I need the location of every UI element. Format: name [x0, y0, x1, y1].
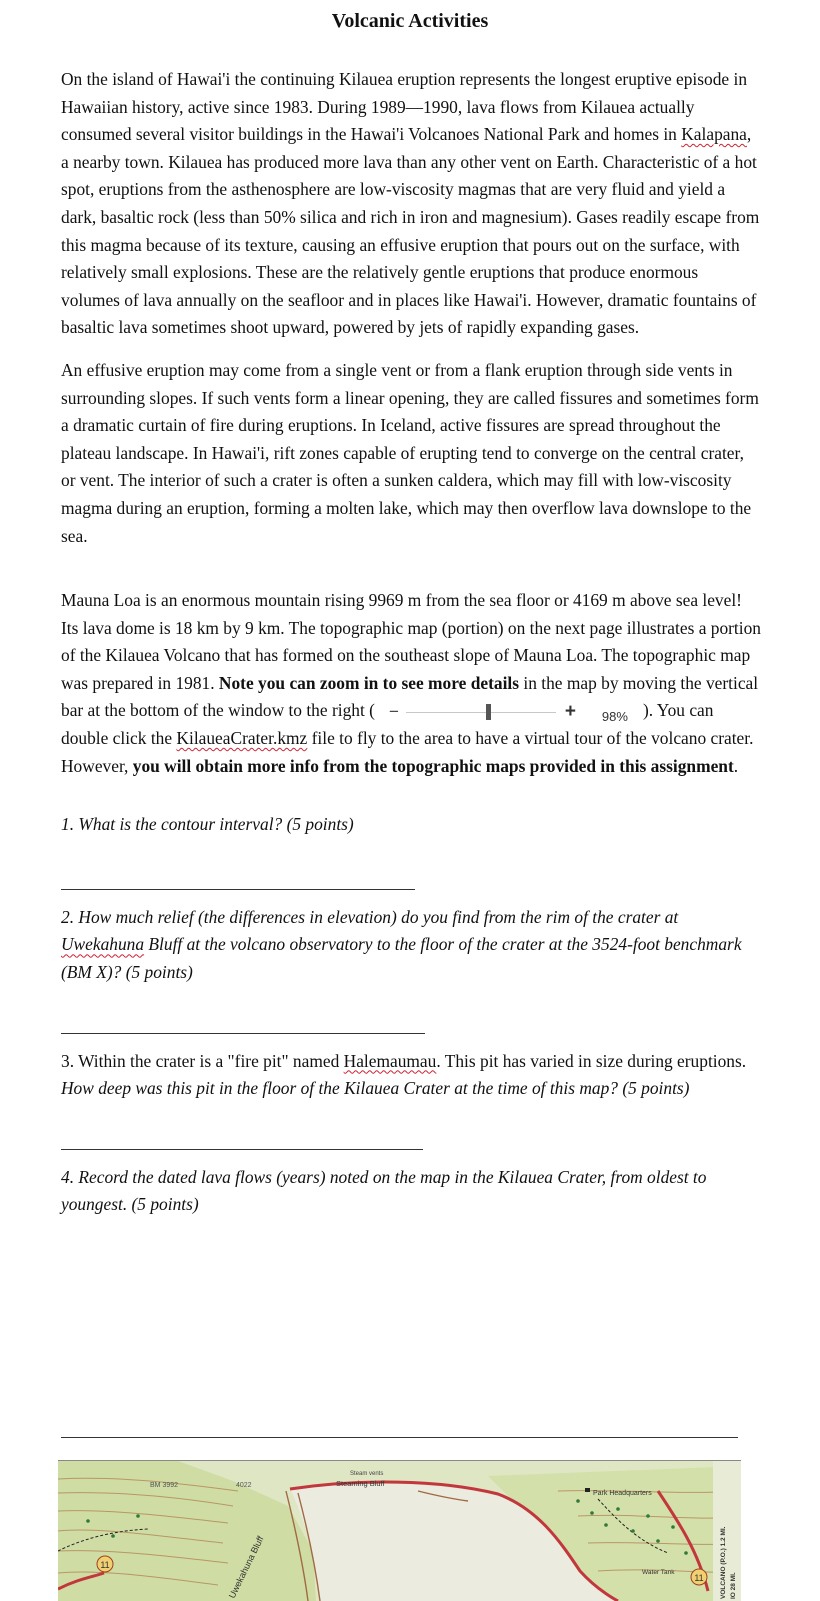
place-name: Uwekahuna — [61, 934, 145, 955]
water-tank-label: Water Tank — [642, 1569, 675, 1576]
zoom-track — [406, 712, 556, 713]
zoom-out-icon: − — [388, 702, 399, 722]
bluff-label: Uwekahuna Bluff — [226, 1534, 266, 1600]
park-label: Park Headquarters — [593, 1490, 652, 1497]
kmz-file-name: KilaueaCrater.kmz — [176, 728, 308, 749]
answer-line-4[interactable] — [61, 1437, 738, 1438]
zoom-slider-image — [376, 701, 642, 723]
answer-line-3[interactable] — [61, 1149, 423, 1150]
answer-line-2[interactable] — [61, 1033, 425, 1034]
steam-vents-label: Steam vents — [350, 1471, 384, 1477]
elevation-label: 4022 — [236, 1482, 252, 1489]
document-title: Volcanic Activities — [331, 10, 489, 32]
answer-line-1[interactable] — [61, 889, 415, 890]
question-3: 3. Within the crater is a "fire pit" named Halemaumau. This pit has varied in size during eruptions. How deep was this pit in the floor of the Kilauea Crater at the time of this map? (5 points) — [61, 1050, 747, 1099]
paragraph-mauna-loa: Mauna Loa is an enormous mountain rising 9969 m from the sea floor or 4169 m above sea level! Its lava dome is 18 km by 9 km. The topographic map (portion) on the next page illustrates a portion of the Kilauea Volcano that has formed on the southeast slope of Mauna Loa. The topographic map was prepared in 1981. Note you can zoom in to see more details in the map by moving the vertical bar at the bottom of the window to the right ( − + 98% ). You can double click the KilaueaCrater.kmz file to fly to the area to have a virtual tour of the volcano crater. However, you will obtain more info from the topographic maps provided in this assignment. — [61, 590, 761, 776]
zoom-percent: 98% — [601, 709, 628, 725]
zoom-thumb — [486, 704, 491, 720]
map-graphic — [58, 1461, 741, 1601]
spellcheck-word: Kalapana — [681, 124, 747, 145]
paragraph-effusive: An effusive eruption may come from a single vent or from a flank eruption through side vents in surrounding slopes. If such vents form a linear opening, they are called fissures and sometimes form a dramatic curtain of fire during eruptions. In Iceland, active fissures are spread throughout the plateau landscape. In Hawai'i, rift zones capable of erupting tend to converge on the central crater, or vent. The interior of such a crater is often a sunken caldera, which may fill with low-viscosity magma during an eruption, forming a molten lake, which may then overflow lava downslope to the sea. — [61, 359, 759, 546]
steaming-bluff-label: Steaming Bluff — [336, 1479, 385, 1488]
side-label: VOLCANO (P.O.) 1.2 MI. — [720, 1526, 727, 1599]
benchmark-label: BM 3992 — [150, 1482, 179, 1489]
question-4: 4. Record the dated lava flows (years) noted on the map in the Kilauea Crater, from oldest to youngest. (5 points) — [61, 1166, 707, 1215]
paragraph-intro: On the island of Hawai'i the continuing Kilauea eruption represents the longest eruptive episode in Hawaiian history, active since 1983. During 1989—1990, lava flows from Kilauea actually consumed several visitor buildings in the Hawai'i Volcanoes National Park and homes in Kalapana, a nearby town. Kilauea has produced more lava than any other vent on Earth. Characteristic of a hot spot, eruptions from the asthenosphere are low-viscosity magmas that are very fluid and yield a dark, basaltic rock (less than 50% silica and rich in iron and magnesium). Gases readily escape from this magma because of its texture, causing an effusive eruption that pours out on the surface, with relatively small explosions. These are the relatively gentle eruptions that produce enormous volumes of lava annually on the seafloor and in places like Hawai'i. However, dramatic fountains of basaltic lava sometimes shoot upward, powered by jets of rapidly expanding gases. — [61, 69, 760, 338]
side-label-2: IO 28 MI. — [730, 1572, 737, 1599]
document-body — [61, 66, 761, 1219]
route-number: 11 — [100, 1560, 110, 1570]
question-1: 1. What is the contour interval? (5 points) — [61, 814, 354, 835]
topographic-map-image — [58, 1460, 741, 1601]
building-icon — [585, 1488, 590, 1492]
place-name: Halemaumau — [343, 1050, 437, 1071]
zoom-in-icon: + — [564, 701, 576, 723]
question-2: 2. How much relief (the differences in elevation) do you find from the rim of the crater at Uwekahuna Bluff at the volcano observatory to the floor of the crater at the 3524-foot benchmark (BM X)? (5 points) — [61, 906, 742, 983]
route-number: 11 — [694, 1573, 704, 1583]
